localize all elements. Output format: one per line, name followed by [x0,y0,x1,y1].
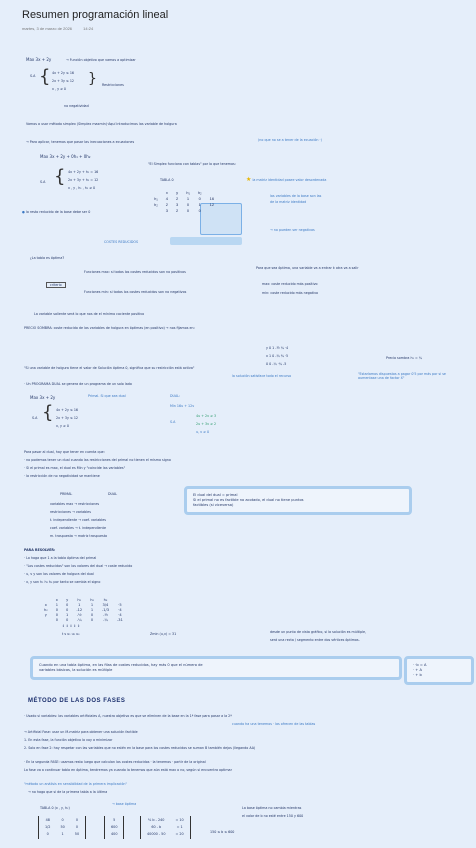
table-cell: 0 [55,613,59,617]
dual-st: S.A [170,420,176,424]
star-icon: ★ [246,176,252,183]
resolve-step-3: · u, v y son los valores de holgura del dual [24,572,94,576]
dual-c2: 2u + 3v ≥ 2 [196,422,217,426]
optimal-col: y [66,598,69,602]
table-cell: 2 [176,196,179,201]
primal-max: Max 3x + 2y [30,395,56,400]
max-rule: Funciones max: si todos los costes reducidos son no positivos [84,270,186,274]
table-cell: 1 [66,613,69,617]
table-cell: 4 [165,196,169,201]
resolve-step-4: · x, y son h₁ h₂ h₃ por tanto se cambia el signo [24,580,101,584]
page-title: Resumen programación lineal [22,9,169,21]
optimal-right-3: min: coste reducido más negativo [262,291,319,295]
costs-highlight [170,237,242,245]
dual-c3: u, v ≥ 0 [196,430,210,434]
multiple-box-line-2: variables básicas, la solución es múltiple [39,668,113,672]
matrix-a [38,816,86,839]
table0-col: h₁ [186,190,190,195]
table-cell: = 10 [175,818,184,822]
table-row [41,825,83,830]
equation-3: x , y , h₁ , h₂ ≥ 0 [68,186,96,190]
primal-c1: 4x + 2y ≤ 16 [56,408,79,412]
simplex-table-0 [150,190,218,214]
base-optimal-note: → base óptima [112,802,137,806]
simplex-note-right: (no que no se a tener de la ecuación ·) [258,138,322,142]
table-cell: -1/3 [101,608,109,612]
enter-rule: La variable saliente será lo que nos de el mínimo cociente positivo [34,312,145,316]
table-cell: 2 [176,208,179,213]
final-row-y: y 0 1 -½ ¼ ·4 [266,346,289,350]
table-cell: 1 [198,202,201,207]
table-cell: 0 [66,603,69,607]
map-dual-cell: coef. variables [82,518,106,522]
dual-box-note [184,486,412,515]
right-box-line-1: · ·b = A [413,663,427,667]
table-cell: 3 [176,202,179,207]
table-cell: 1 [55,603,59,607]
simplex-brace: { [54,166,66,187]
primal-note: Primal. Si que sea dual [88,394,126,398]
table-cell: 2 [165,202,169,207]
table-cell: ·4 [118,608,122,612]
map-primal-cell: restricciones [50,510,71,514]
table-cell: 12 [209,202,215,207]
table-cell: 50 [60,825,65,829]
optimal-table [40,598,127,623]
st-label: S.A [30,74,36,78]
right-note-2: el valor de b no esté entre 150 y 600 [242,814,304,818]
table-row [41,832,83,837]
table-cell: 16 [209,196,215,201]
constraint-2: 2x + 3y ≤ 12 [52,79,75,83]
table-cell: 0 [46,832,49,836]
map-arrow: → [74,502,78,506]
table-cell: h₂ [154,202,158,207]
table0-col: h₂ [197,190,202,195]
neg-note: → no pueden ser negativas [270,228,315,232]
table-cell: 3/4 [102,603,109,607]
map-arrow: → [78,518,82,522]
dual-intro: · Un PROGRAMA DUAL se genera de un programa de un solo lado [24,382,132,386]
shadow-price-note: Precio sombra h₁ = ¼ [386,356,422,360]
map-dual-cell: restricciones [78,502,100,506]
left-note: lo resto reducido de la base debe ser 0 [25,210,91,214]
basis-note-2: de la matriz identidad [270,200,307,204]
table-row [143,825,188,830]
table-row [107,825,121,830]
resolve-title: PARA RESOLVER: [24,548,56,552]
table-row [143,832,188,837]
simplex-max: Max 3x + 2y + 0h₁ + 0h₂ [40,154,91,159]
map-dual-cell: t. independiente [78,526,106,530]
table-cell: 1 [78,603,81,607]
table-row [40,618,127,623]
table-cell: 1/2 [45,825,51,829]
table-cell: 1 [90,608,94,612]
table-cell: 0 [198,196,201,201]
restrictions-label: Restricciones [102,83,124,87]
dual-box-line-1: El dual del dual = primal [193,493,238,497]
constraint-1: 4x + 2y ≤ 16 [52,71,75,75]
side-note-2: será una recta / segmento entre dos vértices óptimos. [270,638,360,642]
table-cell: 600 [111,825,118,829]
map-primal-cell: variables max [50,502,74,506]
dual-box-line-2: Si el primal no es factible no acotado, el dual no tiene puntos [193,498,304,502]
table-cell: ⅔ b - 240 [148,818,165,822]
reduced-costs-line: PRECIO SOMBRA: coste reducido de las variables de holgura en óptimas (en positivo) → nos fijamos en: [24,326,195,330]
tabla-0-label: TABLA 0 [160,178,174,182]
optimal-col: h₁ [77,598,82,602]
table-cell: 1 [186,196,190,201]
map-row-3 [50,518,106,522]
primal-c3: x, y ≥ 0 [56,424,69,428]
shadow-price-quote: "Estaríamos dispuestos a pagar 0'5 por más por si se aumentase una de factor X" [358,372,446,380]
optimal-right-2: max: coste reducido más positivo [262,282,318,286]
tabla-label-2: TABLA 0 (x , y, h₂) [40,806,70,810]
constraint-3: x , y ≥ 0 [52,87,67,91]
table-cell: -12 [76,608,83,612]
table-cell: 0 [66,608,69,612]
dual-min: Min 16u + 12v [170,404,195,408]
final-row-x: x 1 0 -¾ ¾ ·5 [266,354,289,358]
two-phase-line-4: 2. Solo en fase 2: hay respetar con las variables que no estén en la base para los costes reducidos se suman B también dejos (llegando AA) [24,746,256,750]
table-cell: 1 [61,832,64,836]
table-cell: 0 [55,608,59,612]
primal-brace: { [42,402,54,423]
equation-2: 2x + 3y + h₂ = 12 [68,178,99,182]
map-primal-header: PRIMAL [60,492,73,496]
map-row-5 [50,534,107,538]
two-phase-line-1: · Usado si variables: las variables artificiales A, nuestro objetivo es que se eliminen de la base en la 1ª fase para pasar a la 2ª [24,714,232,718]
resolve-step-1: · Lo haga que 1 a la tabla óptima del primal [24,556,97,560]
two-phase-line-6: La fase va a continuar tabla en óptima, tendremos ya cuando la tenemos que aún está max o no, según si encuentra optimar [24,768,232,772]
table0-col: y [176,190,179,195]
table-cell: 0 [61,818,64,822]
b-range-result: 150 ≤ b ≤ 600 [210,830,235,834]
dual-box-line-3: factibles (si viceversa) [193,503,234,507]
optimal-col: h₂ [90,598,94,602]
table-cell: 0 [66,618,69,622]
table-row [150,208,218,214]
page-time: 14:24 [83,26,94,31]
map-primal-cell: m. traspuesta [50,534,73,538]
table-cell: -½ [76,613,82,617]
criteria-box: criterio [46,282,66,288]
side-note-1: desde un punto de vista gráfico, si la solución es múltiple, [270,630,367,634]
slack-quote: "Si una variable de holgura tiene el valor de Solución óptima 0, significa que su restricción está activa" [24,366,195,370]
map-row-4 [50,526,106,530]
dual-rule-4: · la restricción de no negatividad se mantiene [24,474,100,478]
table-cell: 1 [90,603,94,607]
table-cell: 0 [90,613,94,617]
page-date: martes, 3 de marzo de 2026 [22,26,73,31]
star-note: la matriz identidad posee valor desordenada [252,178,327,182]
two-phase-line-1-note: cuando ha una tenemos · las ofrecen de las tablas [232,722,316,726]
basis-note-1: las variables de la base son las [270,194,322,198]
pin-icon: ● [22,210,25,214]
optimal-col: x [55,598,58,602]
table-cell: x [44,603,47,607]
right-note-1: La base óptima no cambia mientras [242,806,302,810]
dual-rule-3: · Si el primal es max, el dual es Min y "coincide las variables" [24,466,126,470]
table0-col: x [165,190,168,195]
map-dual-cell: matriz traspuesta [77,534,108,538]
two-phase-line-3: 1. En esta fase, la función objetivo la voy a minimizar [24,738,113,742]
multiple-box-line-1: Cuando en una tabla óptima, en las filas de costes reducidos, hay más 0 que el número de [39,663,203,667]
table-row [107,818,121,823]
map-primal-cell: t. independiente [50,518,78,522]
optimal-col: h₃ [103,598,108,602]
matrix-c [140,816,191,839]
min-rule: Funciones min: si todos los costes reducidos son no negativos [84,290,187,294]
two-phase-line-7: "método un análisis en sensibilidad de la primera implicación" [24,782,127,786]
table-cell [40,618,52,623]
table-cell [206,208,218,214]
table-cell: 400 [111,832,118,836]
right-box-line-3: · + b [413,673,422,677]
multiple-solution-box [30,656,402,680]
restrictions-brace: } [88,71,97,87]
table-cell: ·4 [118,613,122,617]
map-primal-cell: coef. variables [50,526,74,530]
table-cell: 5 [113,818,116,822]
optimal-right-1: Para que sea óptima, una variable va a entrar k otra va a salir [256,266,359,270]
table-cell: 48 [45,818,50,822]
map-row-2 [50,510,91,514]
table-cell: y [44,613,47,617]
dual-rule-1: Para pasar al dual, hay que tener en cuenta que: [24,450,105,454]
dual-rule-2: · no podemos tener un dual cuando las restricciones del primal no tienen el mismo signo [24,458,171,462]
map-dual-header: DUAL [108,492,118,496]
equation-1: 4x + 2y + h₁ = 16 [68,170,99,174]
map-arrow: → [72,510,75,514]
two-phase-line-2: → Artificial Fase: usar un M-matriz para obtener una solución factible [24,730,138,734]
table-row [41,818,83,823]
objective: Max 3x + 2y [26,57,52,62]
resolve-step-2: · "Los costes reducidos" son los valores del dual → coste reducido [24,564,133,568]
optimal-question: ¿La tabla es óptima? [30,256,65,260]
table-cell: = 20 [175,832,184,836]
map-arrow: → [74,534,77,538]
table-cell: h₁ [154,196,158,201]
costs-label: COSTES REDUCIDOS [104,240,139,244]
two-phase-line-5: · En la segunda FASE: usamos resto luego que calculan los costes reducidos · la tenemos · partir de la original [24,760,206,764]
map-row-1 [50,502,99,506]
page-meta [22,26,103,31]
table-cell: -½ [103,613,108,617]
map-arrow: → [74,526,78,530]
dual-c1: 4u + 2v ≥ 3 [196,414,217,418]
table-cell: -¼ [103,618,108,622]
zmin-label: Zmin (u,v) = 31 [150,632,177,636]
table-row [107,832,121,837]
table-cell [150,208,162,214]
table-cell: h₂ [44,608,48,612]
dual-label: DUAL: [170,394,181,398]
matrix-b [104,816,124,839]
table-cell: 40000 - 50 [147,832,166,836]
final-row-costs: 0 0 -¼ ·¼ -5 [266,362,287,366]
objective-note: → Función objetivo que vamos a optimizar [66,58,136,62]
primal-c2: 2x + 3y ≤ 12 [56,416,79,420]
table-cell: -¼ [76,618,82,622]
two-phase-heading: MÉTODO DE LAS DOS FASES [28,698,126,704]
constraints-brace: { [39,66,51,87]
table-cell: 0 [90,618,94,622]
table-cell: -31 [117,618,123,622]
map-dual-cell: variables [75,510,91,514]
right-box-line-2: · + A [413,668,422,672]
table-cell: 50 [74,832,80,836]
two-phase-line-8: → no hago que si de la primera tabla a la última [28,790,108,794]
simplex-table-label: "El Simplex funciona con tablas" por lo que tenemos: [148,162,236,166]
table-cell: 0 [186,202,190,207]
primal-st: S.A [32,416,38,420]
table-cell: 0 [75,825,79,829]
nonneg-label: no negatividad [64,104,89,108]
simplex-intro-line: Vamos a usar método simplex (Simplex maxmin)·Aquí introducimos las variable de holgura [26,122,177,126]
table-cell: 60 - b [151,825,162,829]
table-cell: 0 [198,208,201,213]
right-mini-box [404,656,474,685]
table-cell: = 1 [176,825,183,829]
optimal-var-names: t s u₁ u₂ u₃ [62,632,80,636]
activate-note: la solución satisface todo el recurso [232,374,292,378]
table-cell: 3 [165,208,169,213]
table-cell: 0 [186,208,190,213]
table-cell: ·5 [118,603,122,607]
table-cell: 0 [55,618,59,622]
simplex-apply: → Para aplicar, tenemos que pasar las inecuaciones a ecuaciones [26,140,135,144]
simplex-st: S.A [40,180,46,184]
optimal-arrows: ↕ ↕ ↕ ↕ ↕ [62,624,81,628]
table-row [143,818,188,823]
table-cell: 0 [75,818,79,822]
